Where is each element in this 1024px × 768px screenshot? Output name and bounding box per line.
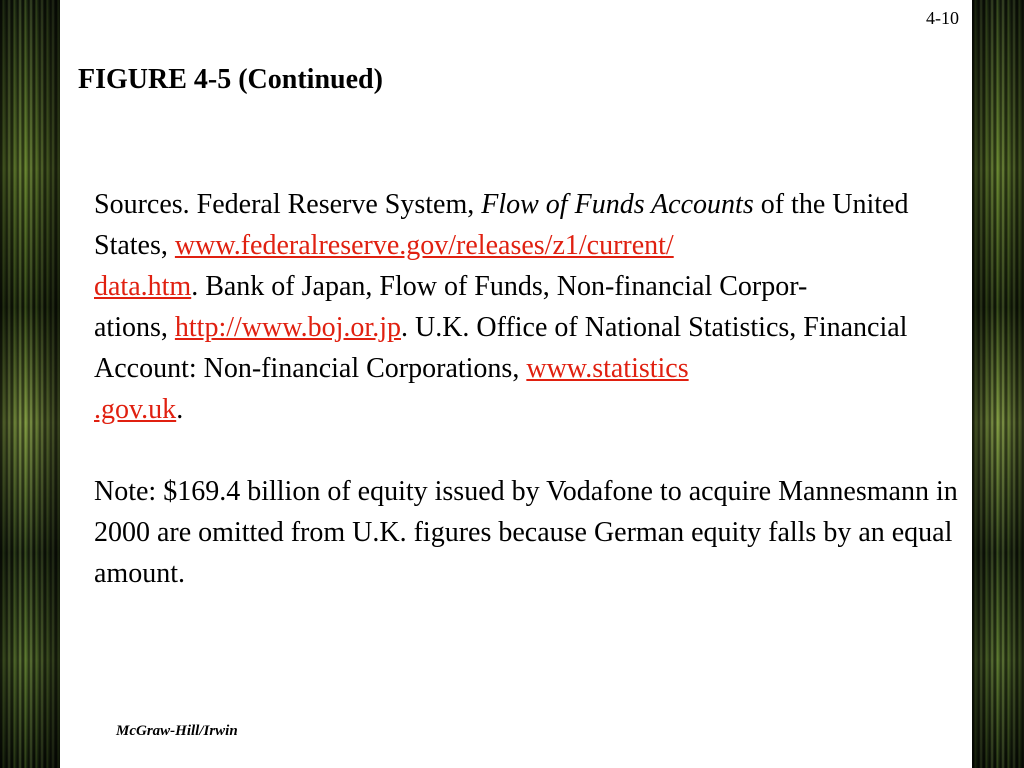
slide-body — [94, 184, 974, 594]
uk-statistics-link-part2: .gov.uk — [94, 394, 177, 425]
slide-number: 4-10 — [926, 8, 959, 28]
sources-text-uk: . U.K. Office of National Statistics, Financial Account: Non-financial Corporations, — [94, 312, 908, 384]
left-border-shade — [0, 0, 60, 768]
right-border-shade — [972, 0, 1024, 768]
slide — [60, 0, 972, 768]
note-paragraph: Note: $169.4 billion of equity issued by Vodafone to acquire Mannesmann in 2000 are omitted from U.K. figures because German equity falls by an equal amount. — [94, 476, 958, 589]
sources-prefix: Sources. Federal Reserve System, — [94, 189, 482, 220]
federal-reserve-link-part2: data.htm — [94, 271, 192, 302]
sources-paragraph — [94, 184, 974, 430]
sources-text-boj: . Bank of Japan, Flow of Funds, Non-financial Corpor- — [191, 271, 808, 302]
boj-link[interactable]: http://www.boj.or.jp — [174, 312, 401, 343]
federal-reserve-link-part1: www.federalreserve.gov/releases/z1/current/ — [174, 230, 674, 261]
flow-of-funds-title: Flow of Funds Accounts — [481, 189, 754, 220]
slide-title: FIGURE 4-5 (Continued) — [78, 64, 383, 95]
sources-text-boj2: ations, — [94, 312, 175, 343]
publisher-footer: McGraw-Hill/Irwin — [116, 723, 238, 739]
sources-text-us: of the United States, — [94, 189, 909, 261]
uk-statistics-link-part1: www.statistics — [526, 353, 689, 384]
sources-end: . — [176, 394, 184, 425]
